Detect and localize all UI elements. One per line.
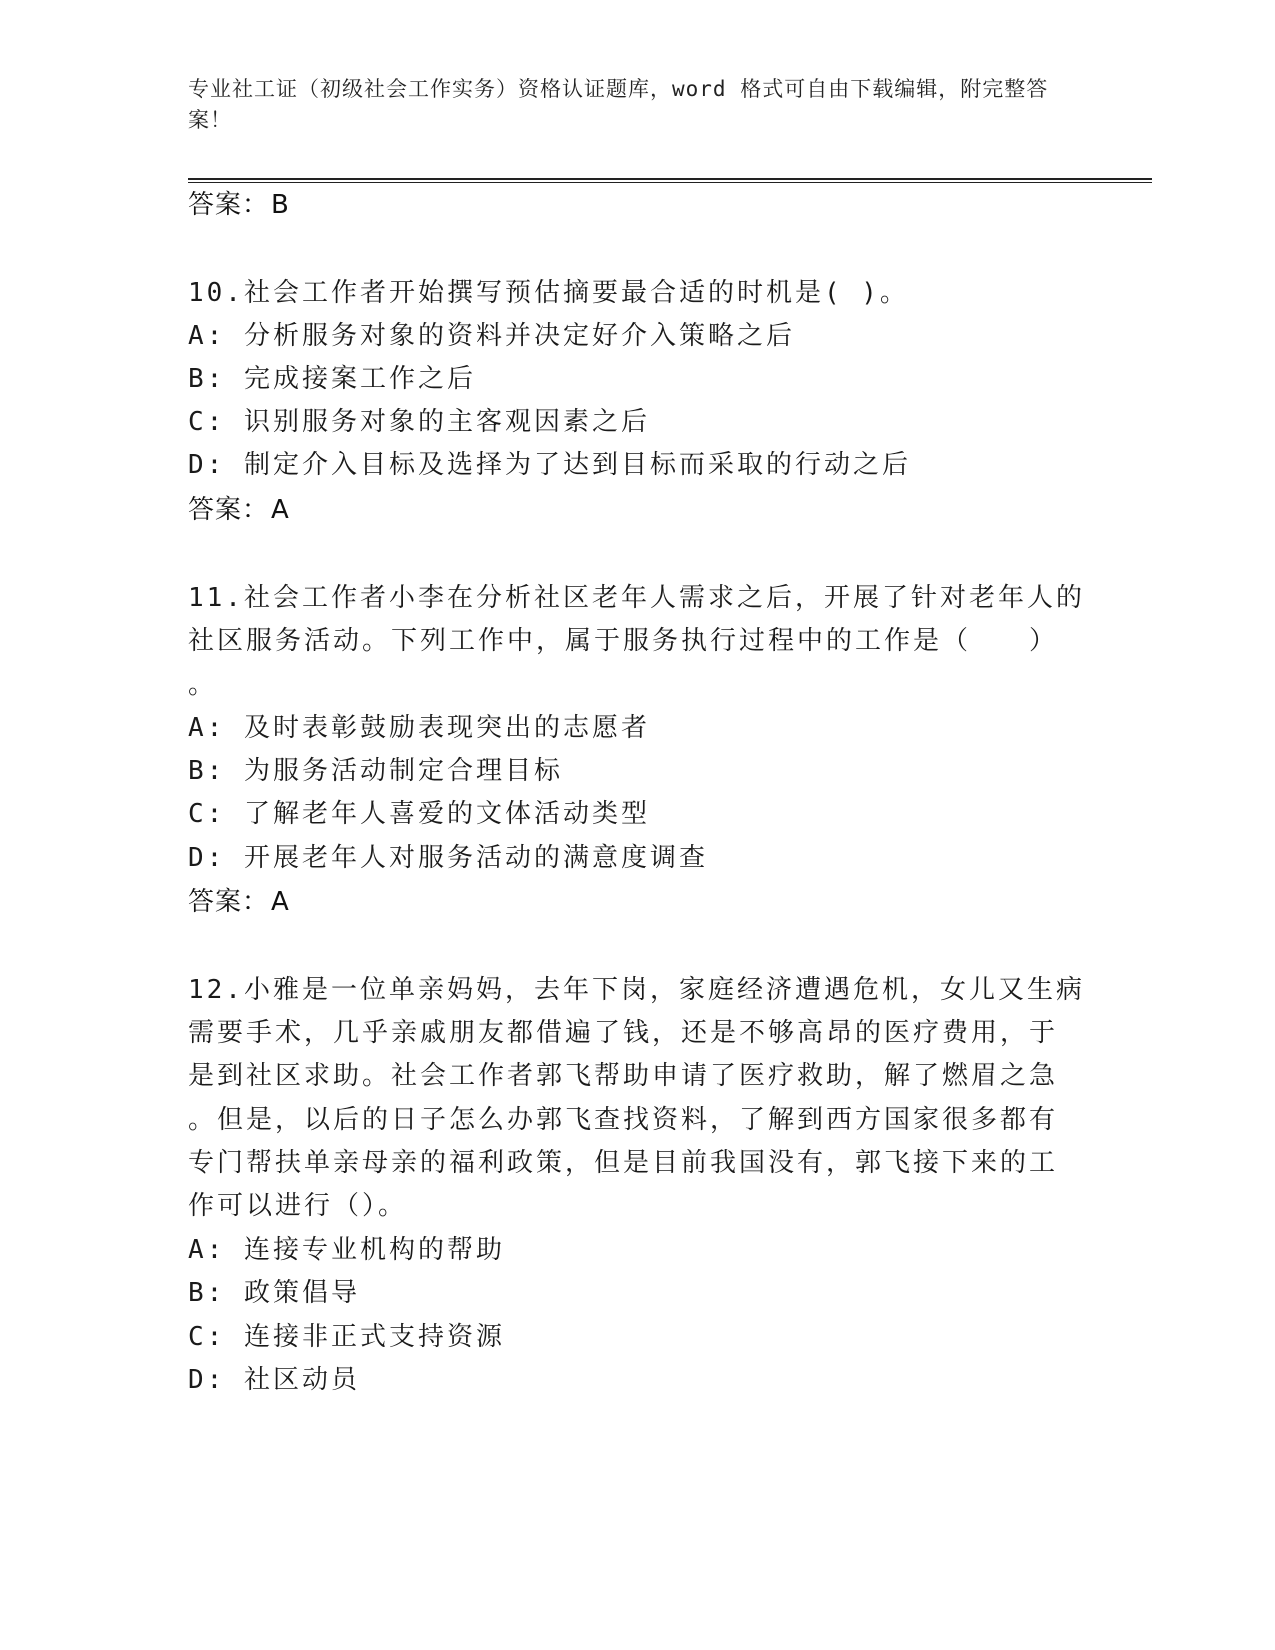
question-11-text-line-1: 11.社会工作者小李在分析社区老年人需求之后，开展了针对老年人的 xyxy=(188,583,1085,613)
question-10-option-d: D: 制定介入目标及选择为了达到目标而采取的行动之后 xyxy=(188,450,911,480)
question-11-text-line-2: 社区服务活动。下列工作中，属于服务执行过程中的工作是（ ） xyxy=(188,626,1059,656)
question-10-option-a: A: 分析服务对象的资料并决定好介入策略之后 xyxy=(188,321,795,351)
question-12-text-line-4: 。但是，以后的日子怎么办郭飞查找资料，了解到西方国家很多都有 xyxy=(188,1105,1059,1135)
question-11-option-b: B: 为服务活动制定合理目标 xyxy=(188,756,563,786)
question-11-answer xyxy=(188,881,290,918)
question-11-option-d: D: 开展老年人对服务活动的满意度调查 xyxy=(188,843,708,873)
question-12-option-d: D: 社区动员 xyxy=(188,1365,360,1395)
question-10-option-b: B: 完成接案工作之后 xyxy=(188,364,476,394)
question-12-text-line-6: 作可以进行（）。 xyxy=(188,1191,408,1221)
question-11-option-a: A: 及时表彰鼓励表现突出的志愿者 xyxy=(188,713,650,743)
page-header: 专业社工证（初级社会工作实务）资格认证题库，word 格式可自由下载编辑，附完整答案！ xyxy=(188,77,1049,132)
answer-value: A xyxy=(271,887,290,917)
question-12-text-line-5: 专门帮扶单亲母亲的福利政策，但是目前我国没有，郭飞接下来的工 xyxy=(188,1148,1059,1178)
question-12-text-line-2: 需要手术，几乎亲戚朋友都借遍了钱，还是不够高昂的医疗费用，于 xyxy=(188,1018,1059,1048)
answer-label: 答案： xyxy=(188,190,270,220)
question-12-option-a: A: 连接专业机构的帮助 xyxy=(188,1235,505,1265)
question-12-option-c: C: 连接非正式支持资源 xyxy=(188,1322,505,1352)
answer-value: B xyxy=(271,190,290,220)
header-divider xyxy=(188,178,1152,180)
answer-label: 答案： xyxy=(188,495,270,525)
question-10-answer xyxy=(188,489,290,526)
question-12-text-line-1: 12.小雅是一位单亲妈妈，去年下岗，家庭经济遭遇危机，女儿又生病 xyxy=(188,975,1085,1005)
question-12-option-b: B: 政策倡导 xyxy=(188,1278,360,1308)
question-11-option-c: C: 了解老年人喜爱的文体活动类型 xyxy=(188,799,650,829)
answer-line xyxy=(188,184,290,221)
question-11-text-line-3: 。 xyxy=(188,670,218,700)
answer-value: A xyxy=(271,495,290,525)
question-10-option-c: C: 识别服务对象的主客观因素之后 xyxy=(188,407,650,437)
question-12-text-line-3: 是到社区求助。社会工作者郭飞帮助申请了医疗救助，解了燃眉之急 xyxy=(188,1061,1059,1091)
question-10-text: 10.社会工作者开始撰写预估摘要最合适的时机是( )。 xyxy=(188,278,909,308)
answer-label: 答案： xyxy=(188,887,270,917)
header-divider-thin xyxy=(188,182,1152,183)
